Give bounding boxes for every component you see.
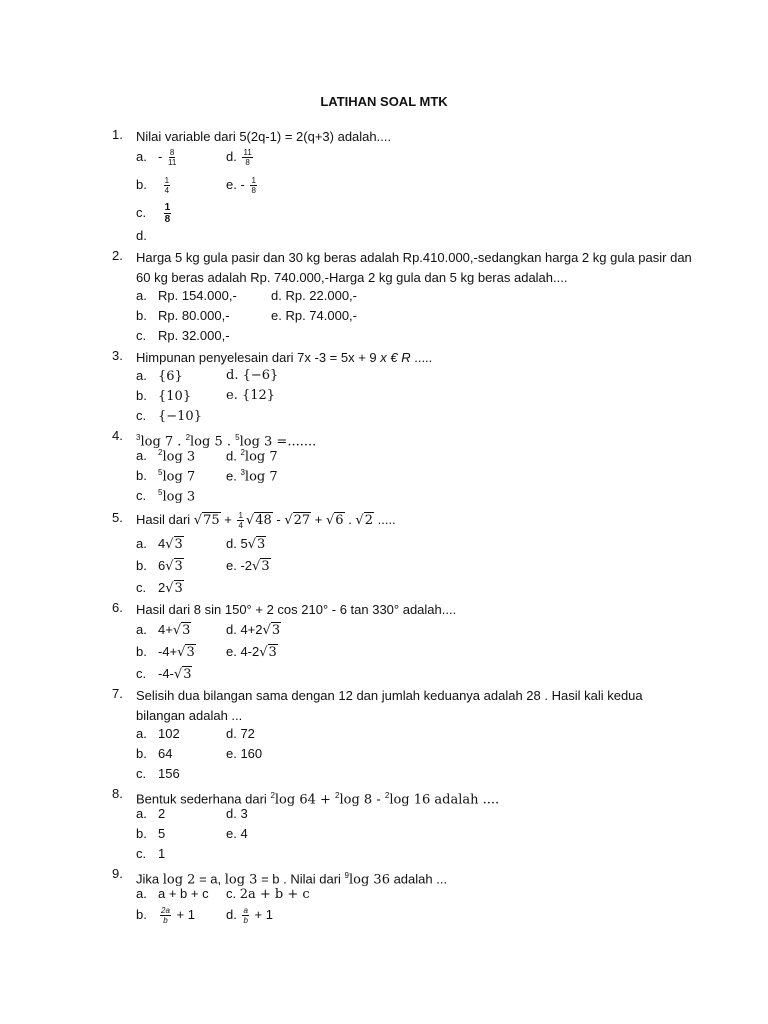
option-c: c. {−10} bbox=[136, 408, 202, 424]
option-b: b. 64 bbox=[136, 746, 173, 761]
option-c: c. 1 bbox=[136, 846, 166, 861]
question-text: Nilai variable dari 5(2q-1) = 2(q+3) adalah.... bbox=[136, 129, 392, 144]
option-e: e. 4 bbox=[226, 826, 248, 841]
option-b: b. $^5$log 7 bbox=[136, 468, 196, 485]
question-number: 2. bbox=[112, 248, 123, 263]
option-d: d. $^2$log 7 bbox=[226, 448, 278, 465]
option-b: b. 5 bbox=[136, 826, 166, 841]
option-e: e. Rp. 74.000,- bbox=[271, 308, 357, 323]
option-b: b. {10} bbox=[136, 388, 192, 404]
option-b: b. Rp. 80.000,- bbox=[136, 308, 230, 323]
question-number: 5. bbox=[112, 510, 123, 525]
option-d: d. Rp. 22.000,- bbox=[271, 288, 357, 303]
fraction: $\frac{1}{4}$ bbox=[164, 176, 170, 195]
option-a: a. 2 bbox=[136, 806, 166, 821]
question-number: 1. bbox=[112, 127, 123, 142]
question-text: $^3$log 7 . $^2$log 5 . $^5$log 3 =....... bbox=[136, 433, 317, 450]
option-a: a. Rp. 154.000,- bbox=[136, 288, 237, 303]
option-c: c. -4-√3 bbox=[136, 666, 192, 682]
option-c: c. 2√3 bbox=[136, 580, 183, 596]
option-d: d. 4+2√3 bbox=[226, 622, 281, 638]
option-b: b. -4+√3 bbox=[136, 644, 195, 660]
option-d: d. $\frac{a}{b}$ + 1 bbox=[226, 906, 273, 925]
option-c: c. Rp. 32.000,- bbox=[136, 328, 230, 343]
option-d-extra: d. bbox=[136, 228, 147, 243]
question-number: 8. bbox=[112, 786, 123, 801]
question-text: Hasil dari √75 + $\frac{1}{4}$ √48 - √27 + √6 . √2 ..... bbox=[136, 511, 396, 531]
option-a: a. 4+√3 bbox=[136, 622, 191, 638]
fraction: $\frac{8}{11}$ bbox=[167, 148, 177, 167]
option-a: a. 102 bbox=[136, 726, 180, 741]
fraction: $\frac{1}{8}$ bbox=[251, 176, 256, 195]
question-number: 7. bbox=[112, 686, 123, 701]
option-e: e. 4-2√3 bbox=[226, 644, 277, 660]
option-c: c. 2a + b + c bbox=[226, 886, 310, 902]
option-a: a. - $\frac{8}{11}$ bbox=[136, 148, 177, 167]
option-e: e. -2√3 bbox=[226, 558, 270, 574]
question-text: Jika log 2 = a, log 3 = b . Nilai dari $^9$log 36 adalah ... bbox=[136, 871, 448, 888]
option-d: d. 5√3 bbox=[226, 536, 266, 552]
option-c: c. $\frac{1}{8}$ bbox=[136, 202, 171, 225]
option-a: a. 4√3 bbox=[136, 536, 183, 552]
option-d: d. $\frac{11}{8}$ bbox=[226, 148, 252, 167]
fraction: $\frac{1}{8}$ bbox=[164, 202, 171, 225]
question-number: 3. bbox=[112, 348, 123, 363]
option-d: d. {−6} bbox=[226, 368, 279, 383]
option-d: d. 72 bbox=[226, 726, 255, 741]
question-number: 9. bbox=[112, 866, 123, 881]
option-c: c. 156 bbox=[136, 766, 180, 781]
option-e: e. 160 bbox=[226, 746, 263, 761]
question-text: Himpunan penyelesain dari 7x -3 = 5x + 9 x € R ..... bbox=[136, 350, 433, 365]
question-text: Selisih dua bilangan sama dengan 12 dan jumlah keduanya adalah 28 . Hasil kali kedua bilangan adalah ... bbox=[136, 688, 643, 723]
page-title: LATIHAN SOAL MTK bbox=[320, 94, 448, 109]
question-number: 4. bbox=[112, 428, 123, 443]
fraction: $\frac{11}{8}$ bbox=[243, 148, 252, 167]
fraction: $\frac{1}{4}$ bbox=[238, 511, 243, 531]
option-a: a. $^2$log 3 bbox=[136, 448, 196, 465]
question-text: Hasil dari 8 sin 150° + 2 cos 210° - 6 tan 330° adalah.... bbox=[136, 602, 457, 617]
option-a: a. a + b + c bbox=[136, 886, 209, 901]
question-text: Harga 5 kg gula pasir dan 30 kg beras adalah Rp.410.000,-sedangkan harga 2 kg gula pasir dan 60 kg beras adalah Rp. 740.000,-Harga 2 kg gula dan 5 kg beras adalah.... bbox=[136, 250, 692, 285]
fraction: $\frac{2a}{b}$ bbox=[161, 906, 170, 925]
option-b: b. $\frac{2a}{b}$ + 1 bbox=[136, 906, 195, 925]
option-e: e. $^3$log 7 bbox=[226, 468, 278, 485]
fraction: $\frac{a}{b}$ bbox=[243, 906, 248, 925]
question-text: Bentuk sederhana dari $^2$log 64 + $^2$log 8 - $^2$log 16 adalah .... bbox=[136, 791, 500, 808]
option-b: b. $\frac{1}{4}$ bbox=[136, 176, 170, 195]
option-e: e. {12} bbox=[226, 388, 276, 403]
option-d: d. 3 bbox=[226, 806, 248, 821]
question-number: 6. bbox=[112, 600, 123, 615]
option-c: c. $^5$log 3 bbox=[136, 488, 196, 505]
option-a: a. {6} bbox=[136, 368, 183, 384]
option-e: e. - $\frac{1}{8}$ bbox=[226, 176, 256, 195]
option-b: b. 6√3 bbox=[136, 558, 183, 574]
